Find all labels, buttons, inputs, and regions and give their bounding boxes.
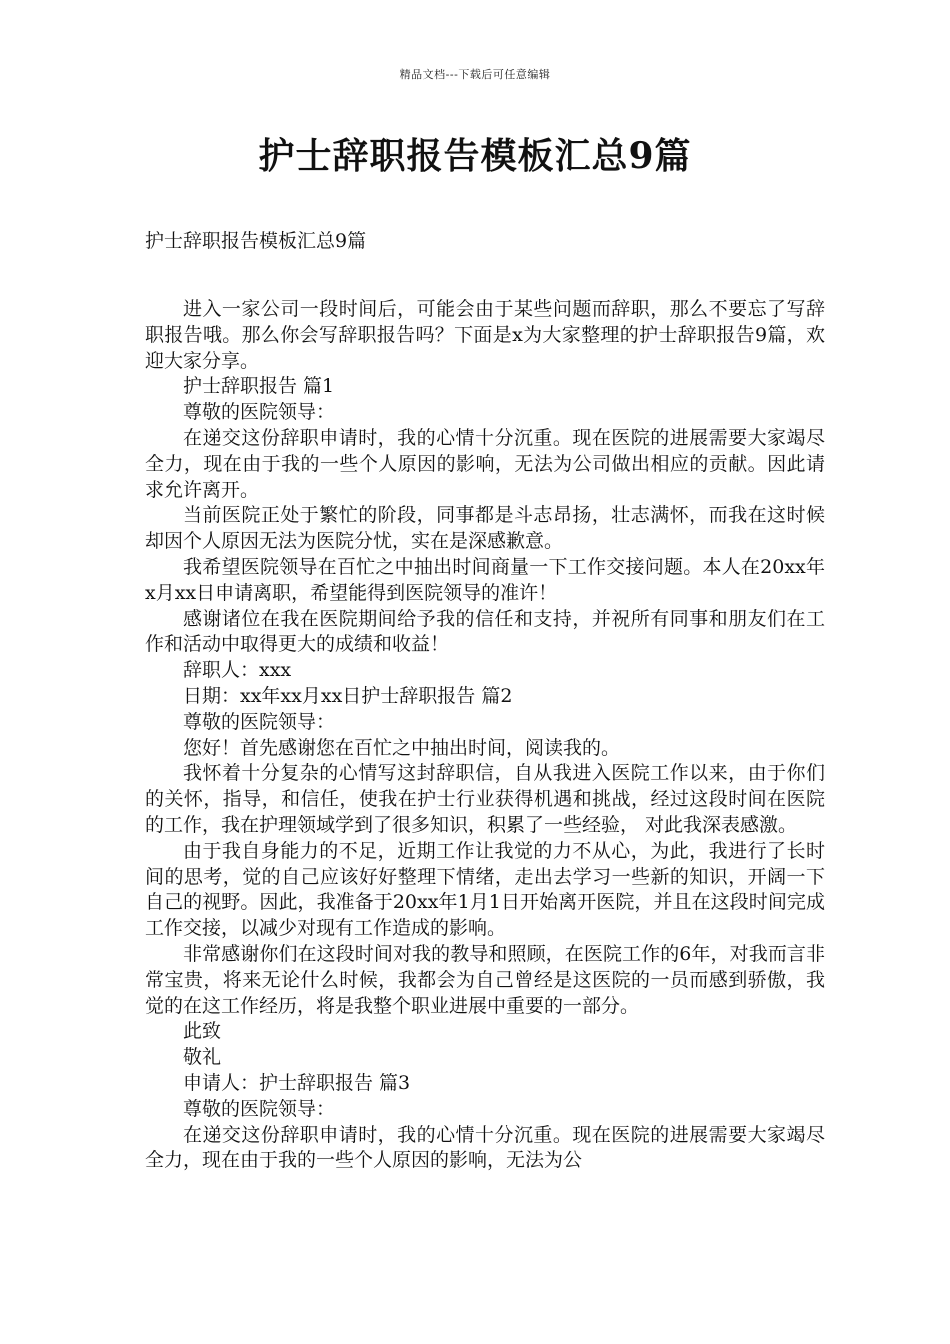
signature-line: 辞职人：xxx: [183, 659, 292, 682]
paragraph: 我怀着十分复杂的心情写这封辞职信，自从我进入医院工作以来，由于你们的关怀，指导，和信任，使我在护士行业获得机遇和挑战，经过这段时间在医院的工作，我在护理领域学到了很多知识，积累了一些经验， 对此我深表感激。: [145, 762, 825, 836]
paragraph: 您好！首先感谢您在百忙之中抽出时间，阅读我的。: [183, 736, 621, 759]
date-line: 日期：xx年xx月xx日护士辞职报告 篇2: [183, 684, 513, 707]
document-subtitle: 护士辞职报告模板汇总9篇: [145, 230, 367, 252]
closing-line: 此致: [183, 1020, 222, 1043]
paragraph-intro: 进入一家公司一段时间后，可能会由于某些问题而辞职，那么不要忘了写辞职报告哦。那么你会写辞职报告吗？下面是x为大家整理的护士辞职报告9篇，欢迎大家分享。: [145, 298, 825, 372]
document-title: 护士辞职报告模板汇总9篇: [258, 135, 692, 177]
paragraph: 感谢诸位在我在医院期间给予我的信任和支持，并祝所有同事和朋友们在工作和活动中取得更大的成绩和收益！: [145, 607, 825, 656]
applicant-line: 申请人：护士辞职报告 篇3: [183, 1071, 411, 1094]
paragraph: 非常感谢你们在这段时间对我的教导和照顾，在医院工作的6年，对我而言非常宝贵，将来无论什么时候，我都会为自己曾经是这医院的一员而感到骄傲，我觉的在这工作经历，将是我整个职业进展中重要的一部分。: [145, 942, 825, 1017]
paragraph: 当前医院正处于繁忙的阶段，同事都是斗志昂扬，壮志满怀，而我在这时候却因个人原因无法为医院分忧，实在是深感歉意。: [145, 504, 825, 553]
document-body: [145, 297, 825, 1174]
paragraph: 由于我自身能力的不足，近期工作让我觉的力不从心，为此，我进行了长时间的思考，觉的自己应该好好整理下情绪，走出去学习一些新的知识，开阔一下自己的视野。因此，我准备于20xx年1月1日开始离开医院，并且在这段时间完成工作交接，以减少对现有工作造成的影响。: [145, 839, 825, 940]
salutation: 尊敬的医院领导：: [183, 1097, 336, 1120]
header-note: 精品文档---下载后可任意编辑: [399, 68, 551, 81]
closing-line: 敬礼: [183, 1046, 222, 1069]
section-heading-1: 护士辞职报告 篇1: [183, 375, 335, 398]
salutation: 尊敬的医院领导：: [183, 401, 336, 424]
paragraph: 我希望医院领导在百忙之中抽出时间商量一下工作交接问题。本人在20xx年x月xx日申请离职，希望能得到医院领导的准许！: [145, 555, 825, 604]
paragraph: 在递交这份辞职申请时，我的心情十分沉重。现在医院的进展需要大家竭尽全力，现在由于我的一些个人原因的影响，无法为公: [145, 1123, 825, 1172]
paragraph: 在递交这份辞职申请时，我的心情十分沉重。现在医院的进展需要大家竭尽全力，现在由于我的一些个人原因的影响，无法为公司做出相应的贡献。因此请求允许离开。: [145, 426, 825, 501]
salutation: 尊敬的医院领导：: [183, 710, 336, 733]
